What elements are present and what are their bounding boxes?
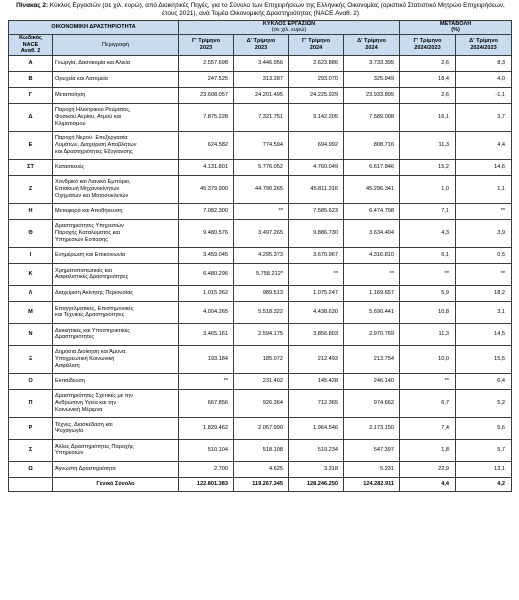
activity-description — [53, 159, 179, 175]
change-value: ** — [400, 263, 456, 285]
turnover-value: 212.493 — [289, 345, 344, 373]
activity-description — [53, 389, 179, 417]
code-header-line3: Αναθ. 2 — [20, 48, 41, 55]
turnover-value: 5.231 — [344, 461, 400, 477]
change-value: 3,1 — [456, 301, 512, 323]
change-value: 18,4 — [400, 71, 456, 87]
change-value: 6,7 — [400, 389, 456, 417]
activity-description — [53, 55, 179, 71]
turnover-value: 2.700 — [179, 461, 234, 477]
table-row — [9, 263, 512, 285]
nace-code: Ρ — [9, 417, 53, 439]
turnover-header-unit: (σε χιλ. ευρώ) — [271, 27, 307, 34]
turnover-value: 624.582 — [179, 131, 234, 159]
total-value: 122.801.383 — [179, 477, 234, 491]
activity-description — [53, 219, 179, 247]
nace-code: Ν — [9, 323, 53, 345]
description-line: Υπηρεσιών — [55, 450, 84, 457]
period-header-3-line2: 2024 — [365, 44, 378, 51]
description-line: Ενημέρωση και Επικοινωνία — [55, 252, 126, 259]
total-row — [9, 477, 512, 491]
turnover-value: 231.402 — [234, 373, 289, 389]
turnover-value: 7.321.751 — [234, 103, 289, 131]
turnover-value: 989.513 — [234, 285, 289, 301]
turnover-value: 4.760.049 — [289, 159, 344, 175]
turnover-value: 2.557.698 — [179, 55, 234, 71]
nace-code: Ξ — [9, 345, 53, 373]
description-line: Κατασκευές — [55, 164, 85, 171]
turnover-value: 3.634.404 — [344, 219, 400, 247]
table-row — [9, 323, 512, 345]
activity-description — [53, 373, 179, 389]
total-label: Γενικό Σύνολο — [53, 477, 179, 491]
turnover-value: 3.465.161 — [179, 323, 234, 345]
table-row — [9, 389, 512, 417]
activity-description — [53, 345, 179, 373]
turnover-value: 2.970.769 — [344, 323, 400, 345]
description-line: Άγνωστη Δραστηριότητα — [55, 466, 116, 473]
turnover-value: 547.397 — [344, 439, 400, 461]
code-header-line1: Κωδικός — [19, 35, 42, 42]
description-line: Μεταποίηση — [55, 92, 86, 99]
period-header-4 — [400, 34, 456, 55]
change-value: 15,2 — [400, 159, 456, 175]
description-line: Χρηματοπιστωτικές και — [55, 267, 112, 274]
period-header-5-line2: 2024/2023 — [470, 44, 497, 51]
turnover-value: 974.662 — [344, 389, 400, 417]
turnover-value: 1.015.362 — [179, 285, 234, 301]
nace-code: Μ — [9, 301, 53, 323]
table-row — [9, 159, 512, 175]
turnover-value: 5.690.441 — [344, 301, 400, 323]
table-row — [9, 461, 512, 477]
turnover-value: 4.316.810 — [344, 247, 400, 263]
change-value: 22,9 — [400, 461, 456, 477]
turnover-value: 5.758.212* — [234, 263, 289, 285]
change-value: 4,3 — [400, 219, 456, 247]
change-value: 4,0 — [456, 71, 512, 87]
table-row — [9, 175, 512, 203]
total-change: 4,2 — [456, 477, 512, 491]
description-line: Ασφάλιση — [55, 362, 80, 369]
table-row — [9, 219, 512, 247]
turnover-value: ** — [344, 263, 400, 285]
turnover-value: 667.856 — [179, 389, 234, 417]
change-value: 11,3 — [400, 131, 456, 159]
nace-code: Κ — [9, 263, 53, 285]
description-column-header: Περιγραφή — [53, 34, 179, 55]
table-row — [9, 301, 512, 323]
turnover-value: 3.856.803 — [289, 323, 344, 345]
turnover-value: 3.497.265 — [234, 219, 289, 247]
turnover-value: ** — [234, 203, 289, 219]
turnover-table — [8, 20, 512, 492]
nace-code: Β — [9, 71, 53, 87]
change-value: ** — [400, 373, 456, 389]
period-header-5-line1: Δ' Τρίμηνο — [469, 38, 498, 45]
turnover-value: 24.225.929 — [289, 87, 344, 103]
change-value: 3,7 — [456, 103, 512, 131]
nace-code: Σ — [9, 439, 53, 461]
description-line: Άλλες Δραστηριότητες Παροχής — [55, 443, 134, 450]
activity-description — [53, 417, 179, 439]
description-line: Δραστηριότητες Σχετικές με την — [55, 393, 133, 400]
change-value: 18,2 — [456, 285, 512, 301]
turnover-value: 694.992 — [289, 131, 344, 159]
turnover-value: 45.811.316 — [289, 175, 344, 203]
change-value: 14,5 — [456, 323, 512, 345]
activity-description — [53, 175, 179, 203]
total-value: 119.267.345 — [234, 477, 289, 491]
turnover-value: 23.933.895 — [344, 87, 400, 103]
turnover-value: 4.438.630 — [289, 301, 344, 323]
turnover-value: 519.234 — [289, 439, 344, 461]
turnover-value: 3.446.956 — [234, 55, 289, 71]
period-header-1-line1: Δ' Τρίμηνο — [246, 38, 276, 45]
nace-code: ΣΤ — [9, 159, 53, 175]
change-value: 13,1 — [456, 461, 512, 477]
table-row — [9, 71, 512, 87]
change-value: 8,3 — [456, 55, 512, 71]
turnover-header-title: ΚΥΚΛΟΣ ΕΡΓΑΣΙΩΝ — [262, 21, 316, 27]
turnover-value: 1.075.247 — [289, 285, 344, 301]
activity-header: ΟΙΚΟΝΟΜΙΚΗ ΔΡΑΣΤΗΡΙΟΤΗΤΑ — [9, 21, 179, 35]
period-header-3-line1: Δ' Τρίμηνο — [357, 38, 386, 45]
description-line: Χονδρικό και Λιανικό Εμπόριο, — [55, 179, 131, 186]
turnover-value: 4.131.801 — [179, 159, 234, 175]
nace-code: Λ — [9, 285, 53, 301]
turnover-value: 45.379.900 — [179, 175, 234, 203]
description-line: Υπηρεσιών Εστίασης — [55, 236, 108, 243]
period-header-0-line2: 2023 — [199, 44, 213, 51]
description-line: Παροχή Νερού· Επεξεργασία — [55, 135, 128, 142]
description-line: Υποχρεωτική Κοινωνική — [55, 356, 115, 363]
activity-description — [53, 247, 179, 263]
turnover-value: 1.169.657 — [344, 285, 400, 301]
change-value: 10,8 — [400, 301, 456, 323]
description-line: Ανθρώπινη Υγεία και την — [55, 400, 117, 407]
turnover-value: ** — [289, 263, 344, 285]
turnover-value: 313.287 — [234, 71, 289, 87]
activity-description — [53, 285, 179, 301]
nace-code: Ο — [9, 373, 53, 389]
description-line: Κλιματισμού — [55, 120, 86, 127]
activity-description — [53, 87, 179, 103]
turnover-value: 44.790.265 — [234, 175, 289, 203]
turnover-value: 808.716 — [344, 131, 400, 159]
turnover-value: 1.964.546 — [289, 417, 344, 439]
nace-code: Γ — [9, 87, 53, 103]
change-value: 6,1 — [400, 247, 456, 263]
change-value: 2,6 — [400, 55, 456, 71]
change-value: 1,0 — [400, 175, 456, 203]
nace-code: Θ — [9, 219, 53, 247]
caption-text: Κύκλος Εργασιών (σε χιλ. ευρώ), από Διοικητικές Πηγές, για το Σύνολο των Επιχειρήσεων της Ελληνικής Οικονομίας (οριστικό Στατιστικό Μητρώο Επιχειρήσεων, έτους 2021), ανά Τομέα Οικονομικής Δραστηριότητας (NACE Αναθ. 2) — [48, 2, 505, 17]
description-line: Οχημάτων και Μοτοσυκλετών — [55, 192, 129, 199]
turnover-value: 2.173.150 — [344, 417, 400, 439]
period-header-4-line1: Γ' Τρίμηνο — [413, 38, 442, 45]
description-line: Ασφαλιστικές Δραστηριότητες — [55, 274, 129, 281]
nace-code: Ι — [9, 247, 53, 263]
description-line: Εκπαίδευση — [55, 378, 86, 385]
turnover-value: 213.754 — [344, 345, 400, 373]
turnover-value: 4.625 — [234, 461, 289, 477]
description-line: Διαχείριση Ακίνητης Περιουσίας — [55, 290, 134, 297]
change-value: ** — [456, 203, 512, 219]
turnover-value: 1.829.462 — [179, 417, 234, 439]
description-line: Επισκευή Μηχανοκίνητων — [55, 186, 120, 193]
turnover-value: 7.082.300 — [179, 203, 234, 219]
period-header-4-line2: 2024/2023 — [414, 44, 441, 51]
period-header-0 — [179, 34, 234, 55]
activity-description — [53, 461, 179, 477]
change-value: 16,1 — [400, 103, 456, 131]
change-value: 7,4 — [400, 417, 456, 439]
turnover-value: 9.886.730 — [289, 219, 344, 247]
change-value: -1,1 — [456, 87, 512, 103]
code-column-header — [9, 34, 53, 55]
description-line: Μεταφορά και Αποθήκευση — [55, 208, 123, 215]
turnover-value: 3.733.395 — [344, 55, 400, 71]
description-line: Φυσικού Αερίου, Ατμού και — [55, 114, 122, 121]
code-header-line2: NACE — [22, 41, 39, 48]
turnover-value: ** — [179, 373, 234, 389]
nace-code: Ω — [9, 461, 53, 477]
activity-description — [53, 263, 179, 285]
description-line: Λυμάτων, Διαχείριση Αποβλήτων — [55, 142, 137, 149]
turnover-value: 3.670.967 — [289, 247, 344, 263]
turnover-value: 774.594 — [234, 131, 289, 159]
table-row — [9, 345, 512, 373]
period-header-2 — [289, 34, 344, 55]
activity-description — [53, 71, 179, 87]
turnover-value: 2.057.990 — [234, 417, 289, 439]
period-header-1 — [234, 34, 289, 55]
nace-code: Η — [9, 203, 53, 219]
turnover-value: 2.623.886 — [289, 55, 344, 71]
period-header-2-line1: Γ' Τρίμηνο — [301, 38, 331, 45]
turnover-value: 6.617.846 — [344, 159, 400, 175]
description-line: Δημόσια Διοίκηση και Άμυνα, — [55, 349, 127, 356]
turnover-value: 7.589.008 — [344, 103, 400, 131]
nace-code: Π — [9, 389, 53, 417]
turnover-value: 246.140 — [344, 373, 400, 389]
description-line: Κοινωνική Μέριμνα — [55, 406, 103, 413]
change-header-title: ΜΕΤΑΒΟΛΗ — [439, 21, 472, 27]
turnover-value: 6.480.296 — [179, 263, 234, 285]
period-header-0-line1: Γ' Τρίμηνο — [191, 38, 221, 45]
turnover-value: 4.295.373 — [234, 247, 289, 263]
period-header-1-line2: 2023 — [254, 44, 268, 51]
turnover-value: 3.459.045 — [179, 247, 234, 263]
turnover-value: 6.474.798 — [344, 203, 400, 219]
change-value: 14,6 — [456, 159, 512, 175]
change-header-unit: (%) — [451, 27, 460, 34]
table-row — [9, 247, 512, 263]
description-line: και Δραστηριότητες Εξυγίανσης — [55, 148, 133, 155]
turnover-value: 24.201.495 — [234, 87, 289, 103]
total-value: 124.282.911 — [344, 477, 400, 491]
total-change: 4,4 — [400, 477, 456, 491]
turnover-value: 325.949 — [344, 71, 400, 87]
turnover-value: 9.480.576 — [179, 219, 234, 247]
turnover-value: 185.072 — [234, 345, 289, 373]
turnover-value: 145.428 — [289, 373, 344, 389]
description-line: Δραστηριότητες Υπηρεσιών — [55, 223, 124, 230]
change-value: 5,6 — [456, 417, 512, 439]
turnover-value: 3.318 — [289, 461, 344, 477]
turnover-value: 2.594.175 — [234, 323, 289, 345]
description-line: Τέχνες, Διασκέδαση και — [55, 421, 113, 428]
period-header-5 — [456, 34, 512, 55]
table-row — [9, 439, 512, 461]
period-header-3 — [344, 34, 400, 55]
change-value: ** — [456, 263, 512, 285]
change-header — [400, 21, 512, 35]
turnover-value: 293.070 — [289, 71, 344, 87]
caption-prefix: Πίνακας 2: — [16, 2, 49, 9]
change-value: 4,4 — [456, 131, 512, 159]
change-value: 7,1 — [400, 203, 456, 219]
nace-code: Α — [9, 55, 53, 71]
turnover-value: 5.776.052 — [234, 159, 289, 175]
table-caption — [8, 2, 513, 17]
nace-code: Δ — [9, 103, 53, 131]
activity-description — [53, 103, 179, 131]
turnover-value: 510.104 — [179, 439, 234, 461]
change-value: 5,9 — [400, 285, 456, 301]
change-value: 3,9 — [456, 219, 512, 247]
turnover-value: 45.296.341 — [344, 175, 400, 203]
change-value: 11,3 — [400, 323, 456, 345]
total-code-cell — [9, 477, 53, 491]
total-value: 128.246.250 — [289, 477, 344, 491]
nace-code: Ε — [9, 131, 53, 159]
table-row — [9, 417, 512, 439]
description-line: Δραστηριότητες — [55, 334, 95, 341]
table-row — [9, 373, 512, 389]
turnover-value: 926.364 — [234, 389, 289, 417]
turnover-value: 9.142.205 — [289, 103, 344, 131]
table-row — [9, 87, 512, 103]
turnover-value: 193.184 — [179, 345, 234, 373]
change-value: 1,1 — [456, 175, 512, 203]
description-line: και Τεχνικές Δραστηριότητες — [55, 312, 125, 319]
description-line: Παροχή Ηλεκτρικού Ρεύματος, — [55, 107, 131, 114]
table-row — [9, 203, 512, 219]
change-value: 10,0 — [400, 345, 456, 373]
table-row — [9, 285, 512, 301]
activity-description — [53, 301, 179, 323]
turnover-value: 712.365 — [289, 389, 344, 417]
change-value: 5,2 — [456, 389, 512, 417]
turnover-value: 247.525 — [179, 71, 234, 87]
turnover-header — [179, 21, 400, 35]
nace-code: Ζ — [9, 175, 53, 203]
change-value: 1,8 — [400, 439, 456, 461]
change-value: 5,7 — [456, 439, 512, 461]
description-line: Διοικητικές και Υποστηρικτικές — [55, 327, 130, 334]
change-value: 6,4 — [456, 373, 512, 389]
period-header-2-line2: 2024 — [309, 44, 323, 51]
change-value: 15,5 — [456, 345, 512, 373]
table-body — [9, 55, 512, 477]
turnover-value: 5.518.322 — [234, 301, 289, 323]
activity-description — [53, 203, 179, 219]
activity-description — [53, 323, 179, 345]
change-value: 2,6 — [400, 87, 456, 103]
turnover-value: 518.108 — [234, 439, 289, 461]
description-line: Παροχής Καταλύματος και — [55, 230, 120, 237]
activity-description — [53, 131, 179, 159]
activity-description — [53, 439, 179, 461]
table-row — [9, 131, 512, 159]
description-line: Γεωργία, Δασοκομία και Αλιεία — [55, 60, 131, 67]
description-line: Ορυχεία και Λατομεία — [55, 76, 108, 83]
turnover-value: 7.585.623 — [289, 203, 344, 219]
turnover-value: 4.004.265 — [179, 301, 234, 323]
change-value: 0,5 — [456, 247, 512, 263]
turnover-value: 23.608.057 — [179, 87, 234, 103]
description-line: Ψυχαγωγία — [55, 428, 84, 435]
description-line: Επαγγελματικές, Επιστημονικές — [55, 305, 134, 312]
table-row — [9, 103, 512, 131]
table-row — [9, 55, 512, 71]
turnover-value: 7.875.228 — [179, 103, 234, 131]
